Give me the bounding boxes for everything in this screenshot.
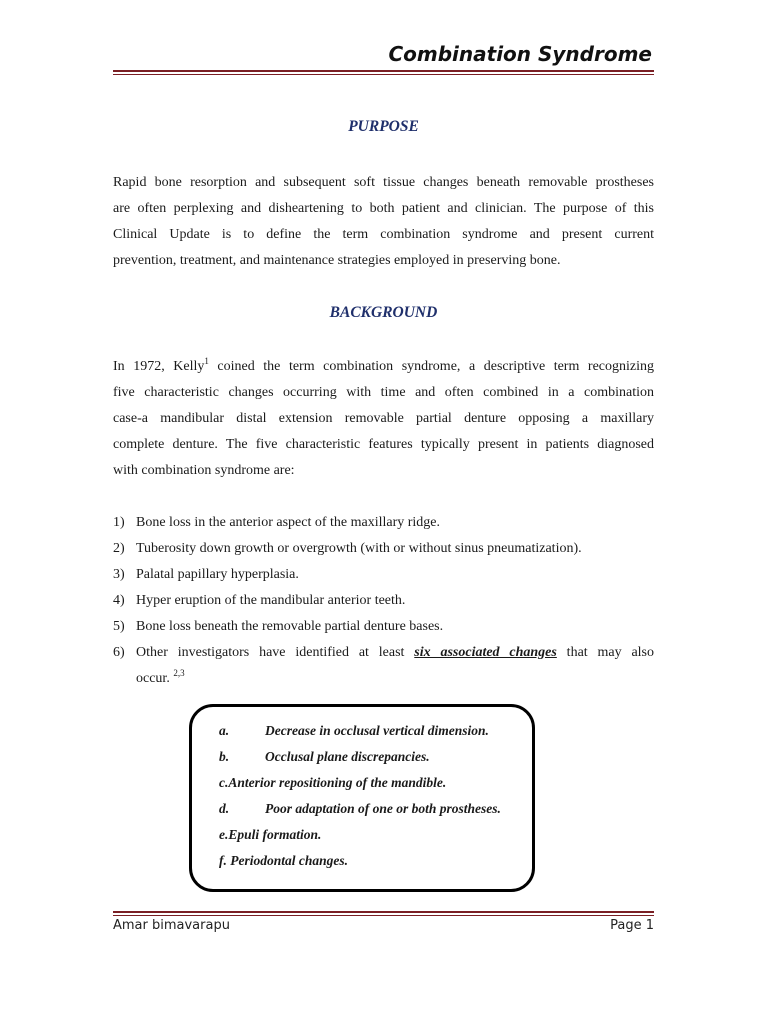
- list-text-line: [136, 666, 654, 692]
- list-letter: d.: [219, 801, 230, 816]
- list-text: occur.: [136, 671, 174, 686]
- paragraph-line: prevention, treatment, and maintenance strategies employed in preserving bone.: [113, 253, 561, 268]
- list-number: 5): [113, 619, 125, 634]
- background-paragraph: [113, 354, 654, 484]
- list-number: 2): [113, 541, 125, 556]
- list-item: [219, 770, 501, 796]
- list-letter: f.: [219, 853, 227, 868]
- footer-rule-thick: [113, 911, 654, 913]
- citation-superscript: 1: [204, 356, 209, 366]
- list-text: Other investigators have identified at least: [136, 645, 415, 660]
- paragraph-line: [113, 354, 654, 380]
- list-text: Poor adaptation of one or both prostheses.: [265, 801, 501, 816]
- list-text-line: [136, 640, 654, 666]
- list-text: Periodontal changes.: [230, 853, 349, 868]
- list-item: [219, 796, 501, 822]
- list-text: Tuberosity down growth or overgrowth (with or without sinus pneumatization).: [136, 541, 582, 556]
- list-text: Anterior repositioning of the mandible.: [228, 775, 447, 790]
- list-number: 4): [113, 593, 125, 608]
- page-number: Page 1: [610, 918, 654, 933]
- list-item: [219, 744, 501, 770]
- list-text: Bone loss in the anterior aspect of the maxillary ridge.: [136, 515, 441, 530]
- paragraph-line: five characteristic changes occurring with time and often combined in a combination: [113, 385, 654, 400]
- list-text: that may also: [556, 645, 654, 660]
- paragraph-line: are often perplexing and disheartening to both patient and clinician. The purpose of this: [113, 201, 654, 216]
- features-list: [113, 510, 654, 692]
- purpose-paragraph: [113, 170, 654, 274]
- list-text: Bone loss beneath the removable partial denture bases.: [136, 619, 444, 634]
- paragraph-line: with combination syndrome are:: [113, 463, 295, 478]
- list-item: [219, 822, 501, 848]
- paragraph-line: Clinical Update is to define the term combination syndrome and present current: [113, 227, 654, 242]
- paragraph-line: case-a mandibular distal extension removable partial denture opposing a maxillary: [113, 411, 654, 426]
- list-text: Hyper eruption of the mandibular anterior teeth.: [136, 593, 406, 608]
- emphasized-text: six associated changes: [414, 645, 557, 660]
- list-item: [113, 640, 654, 692]
- paragraph-line: complete denture. The five characteristic features typically present in patients diagnosed: [113, 437, 654, 452]
- list-item: [113, 588, 654, 614]
- header-rule-thin: [113, 74, 654, 75]
- list-number: 1): [113, 515, 125, 530]
- list-text: Palatal papillary hyperplasia.: [136, 567, 299, 582]
- list-letter: a.: [219, 723, 230, 738]
- footer-rule-thin: [113, 915, 654, 916]
- footer-author: Amar bimavarapu: [113, 918, 230, 933]
- header-rule-thick: [113, 70, 654, 72]
- list-text: Epuli formation.: [228, 827, 322, 842]
- list-letter: b.: [219, 749, 230, 764]
- list-item: [113, 614, 654, 640]
- paragraph-text: In 1972, Kelly: [113, 359, 205, 374]
- header-title: Combination Syndrome: [388, 42, 652, 66]
- list-item: [113, 562, 654, 588]
- citation-superscript: 2,3: [173, 668, 185, 678]
- purpose-heading: PURPOSE: [348, 118, 419, 135]
- list-item: [113, 536, 654, 562]
- list-text: Decrease in occlusal vertical dimension.: [265, 723, 489, 738]
- list-item: [219, 718, 501, 744]
- list-letter: e.: [219, 827, 229, 842]
- list-letter: c.: [219, 775, 229, 790]
- associated-changes-list: [219, 718, 501, 874]
- list-number: 3): [113, 567, 125, 582]
- list-item: [219, 848, 501, 874]
- list-text: Occlusal plane discrepancies.: [265, 749, 430, 764]
- list-item: [113, 510, 654, 536]
- list-number: 6): [113, 645, 125, 660]
- paragraph-text: coined the term combination syndrome, a descriptive term recognizing: [208, 359, 654, 374]
- background-heading: BACKGROUND: [329, 304, 438, 321]
- paragraph-line: Rapid bone resorption and subsequent soft tissue changes beneath removable prostheses: [113, 175, 654, 190]
